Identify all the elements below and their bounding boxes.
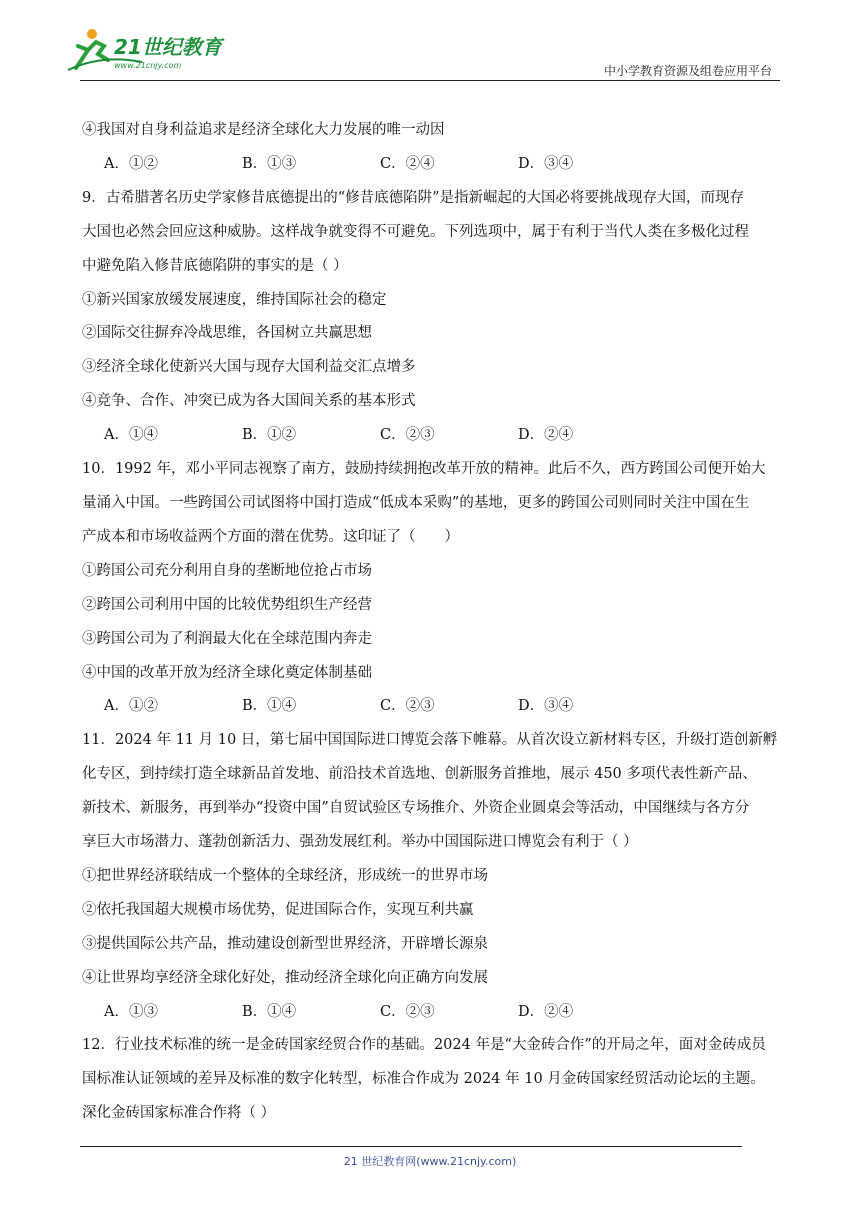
text-line: ③提供国际公共产品，推动建设创新型世界经济，开辟增长源泉 — [82, 935, 488, 952]
text-line: ④我国对自身利益追求是经济全球化大力发展的唯一动因 — [82, 122, 445, 138]
answer-option: D．③④ — [518, 698, 574, 715]
answer-option: C．②③ — [380, 698, 435, 715]
answer-option: C．②④ — [380, 155, 435, 172]
text-line: ①新兴国家放缓发展速度，维持国际社会的稳定 — [82, 291, 387, 308]
text-line: 国标准认证领域的差异及标准的数字化转型，标准合作成为 2024 年 10 月金砖国家经贸活动论坛的主题。 — [82, 1071, 765, 1088]
text-line: 9．古希腊著名历史学家修昔底德提出的“修昔底德陷阱”是指新崛起的大国必将要挑战现存大国，而现存 — [82, 189, 745, 206]
text-line: 量涌入中国。一些跨国公司试图将中国打造成“低成本采购”的基地，更多的跨国公司则同时关注中国在生 — [82, 494, 750, 511]
answer-option: A．①② — [104, 155, 158, 172]
answer-option: B．①④ — [242, 1003, 297, 1020]
answer-option: B．①④ — [242, 698, 297, 715]
text-line: 12．行业技术标准的统一是金砖国家经贸合作的基础。2024 年是“大金砖合作”的开局之年，面对金砖成员 — [82, 1037, 766, 1054]
answer-option: D．②④ — [518, 1003, 574, 1020]
logo — [62, 24, 242, 76]
text-line: ①把世界经济联结成一个整体的全球经济，形成统一的世界市场 — [82, 867, 488, 884]
answer-options — [82, 419, 782, 453]
text-line: ④竞争、合作、冲突已成为各大国间关系的基本形式 — [82, 393, 416, 410]
text-line: 10．1992 年，邓小平同志视察了南方，鼓励持续拥抱改革开放的精神。此后不久，西方跨国公司便开始大 — [82, 461, 766, 478]
header-divider — [80, 80, 780, 81]
text-line: ④中国的改革开放为经济全球化奠定体制基础 — [82, 664, 372, 681]
text-line: ③经济全球化使新兴大国与现存大国利益交汇点增多 — [82, 359, 416, 376]
svg-text:21世纪教育: 21世纪教育 — [114, 35, 222, 59]
text-line: 新技术、新服务，再到举办“投资中国”自贸试验区专场推介、外资企业圆桌会等活动，中国继续与各方分 — [82, 800, 750, 817]
answer-options — [82, 148, 782, 182]
answer-options — [82, 690, 782, 724]
platform-name: 中小学教育资源及组卷应用平台 — [603, 64, 772, 78]
logo-graphic — [62, 24, 242, 76]
page-header — [0, 0, 860, 90]
answer-option: A．①③ — [104, 1003, 158, 1020]
text-line: 深化金砖国家标准合作将（ ） — [82, 1105, 276, 1122]
answer-option: A．①② — [104, 698, 158, 715]
text-line: ②国际交往摒弃冷战思维，各国树立共赢思想 — [82, 325, 372, 342]
text-line: 化专区，到持续打造全球新品首发地、前沿技术首选地、创新服务首推地，展示 450 多项代表性新产品、 — [82, 766, 757, 783]
text-line: 大国也必然会回应这种威胁。这样战争就变得不可避免。下列选项中，属于有利于当代人类在多极化过程 — [82, 223, 749, 240]
answer-options — [82, 996, 782, 1030]
text-line: ④让世界均享经济全球化好处，推动经济全球化向正确方向发展 — [82, 969, 488, 986]
text-line: ②依托我国超大规模市场优势，促进国际合作，实现互利共赢 — [82, 901, 474, 918]
text-line: ①跨国公司充分利用自身的垄断地位抢占市场 — [82, 562, 372, 579]
text-line: ③跨国公司为了利润最大化在全球范围内奔走 — [82, 630, 372, 647]
answer-option: B．①② — [242, 427, 297, 444]
svg-text:www.21cnjy.com: www.21cnjy.com — [114, 61, 182, 70]
text-line: 11．2024 年 11 月 10 日，第七届中国国际进口博览会落下帷幕。从首次设立新材料专区，升级打造创新孵 — [82, 732, 778, 749]
text-line: 产成本和市场收益两个方面的潜在优势。这印证了（ ） — [82, 528, 459, 545]
answer-option: D．②④ — [518, 427, 574, 444]
question-content — [82, 114, 782, 1131]
answer-option: C．②③ — [380, 427, 435, 444]
footer-divider — [80, 1146, 742, 1147]
text-line: ②跨国公司利用中国的比较优势组织生产经营 — [82, 596, 372, 613]
text-line: 中避免陷入修昔底德陷阱的事实的是（ ） — [82, 257, 348, 274]
answer-option: B．①③ — [242, 155, 297, 172]
footer-text: 21 世纪教育网(www.21cnjy.com) — [343, 1155, 517, 1168]
answer-option: A．①④ — [104, 427, 158, 444]
text-line: 享巨大市场潜力、蓬勃创新活力、强劲发展红利。举办中国国际进口博览会有利于（ ） — [82, 834, 638, 851]
answer-option: D．③④ — [518, 155, 574, 172]
answer-option: C．②③ — [380, 1003, 435, 1020]
